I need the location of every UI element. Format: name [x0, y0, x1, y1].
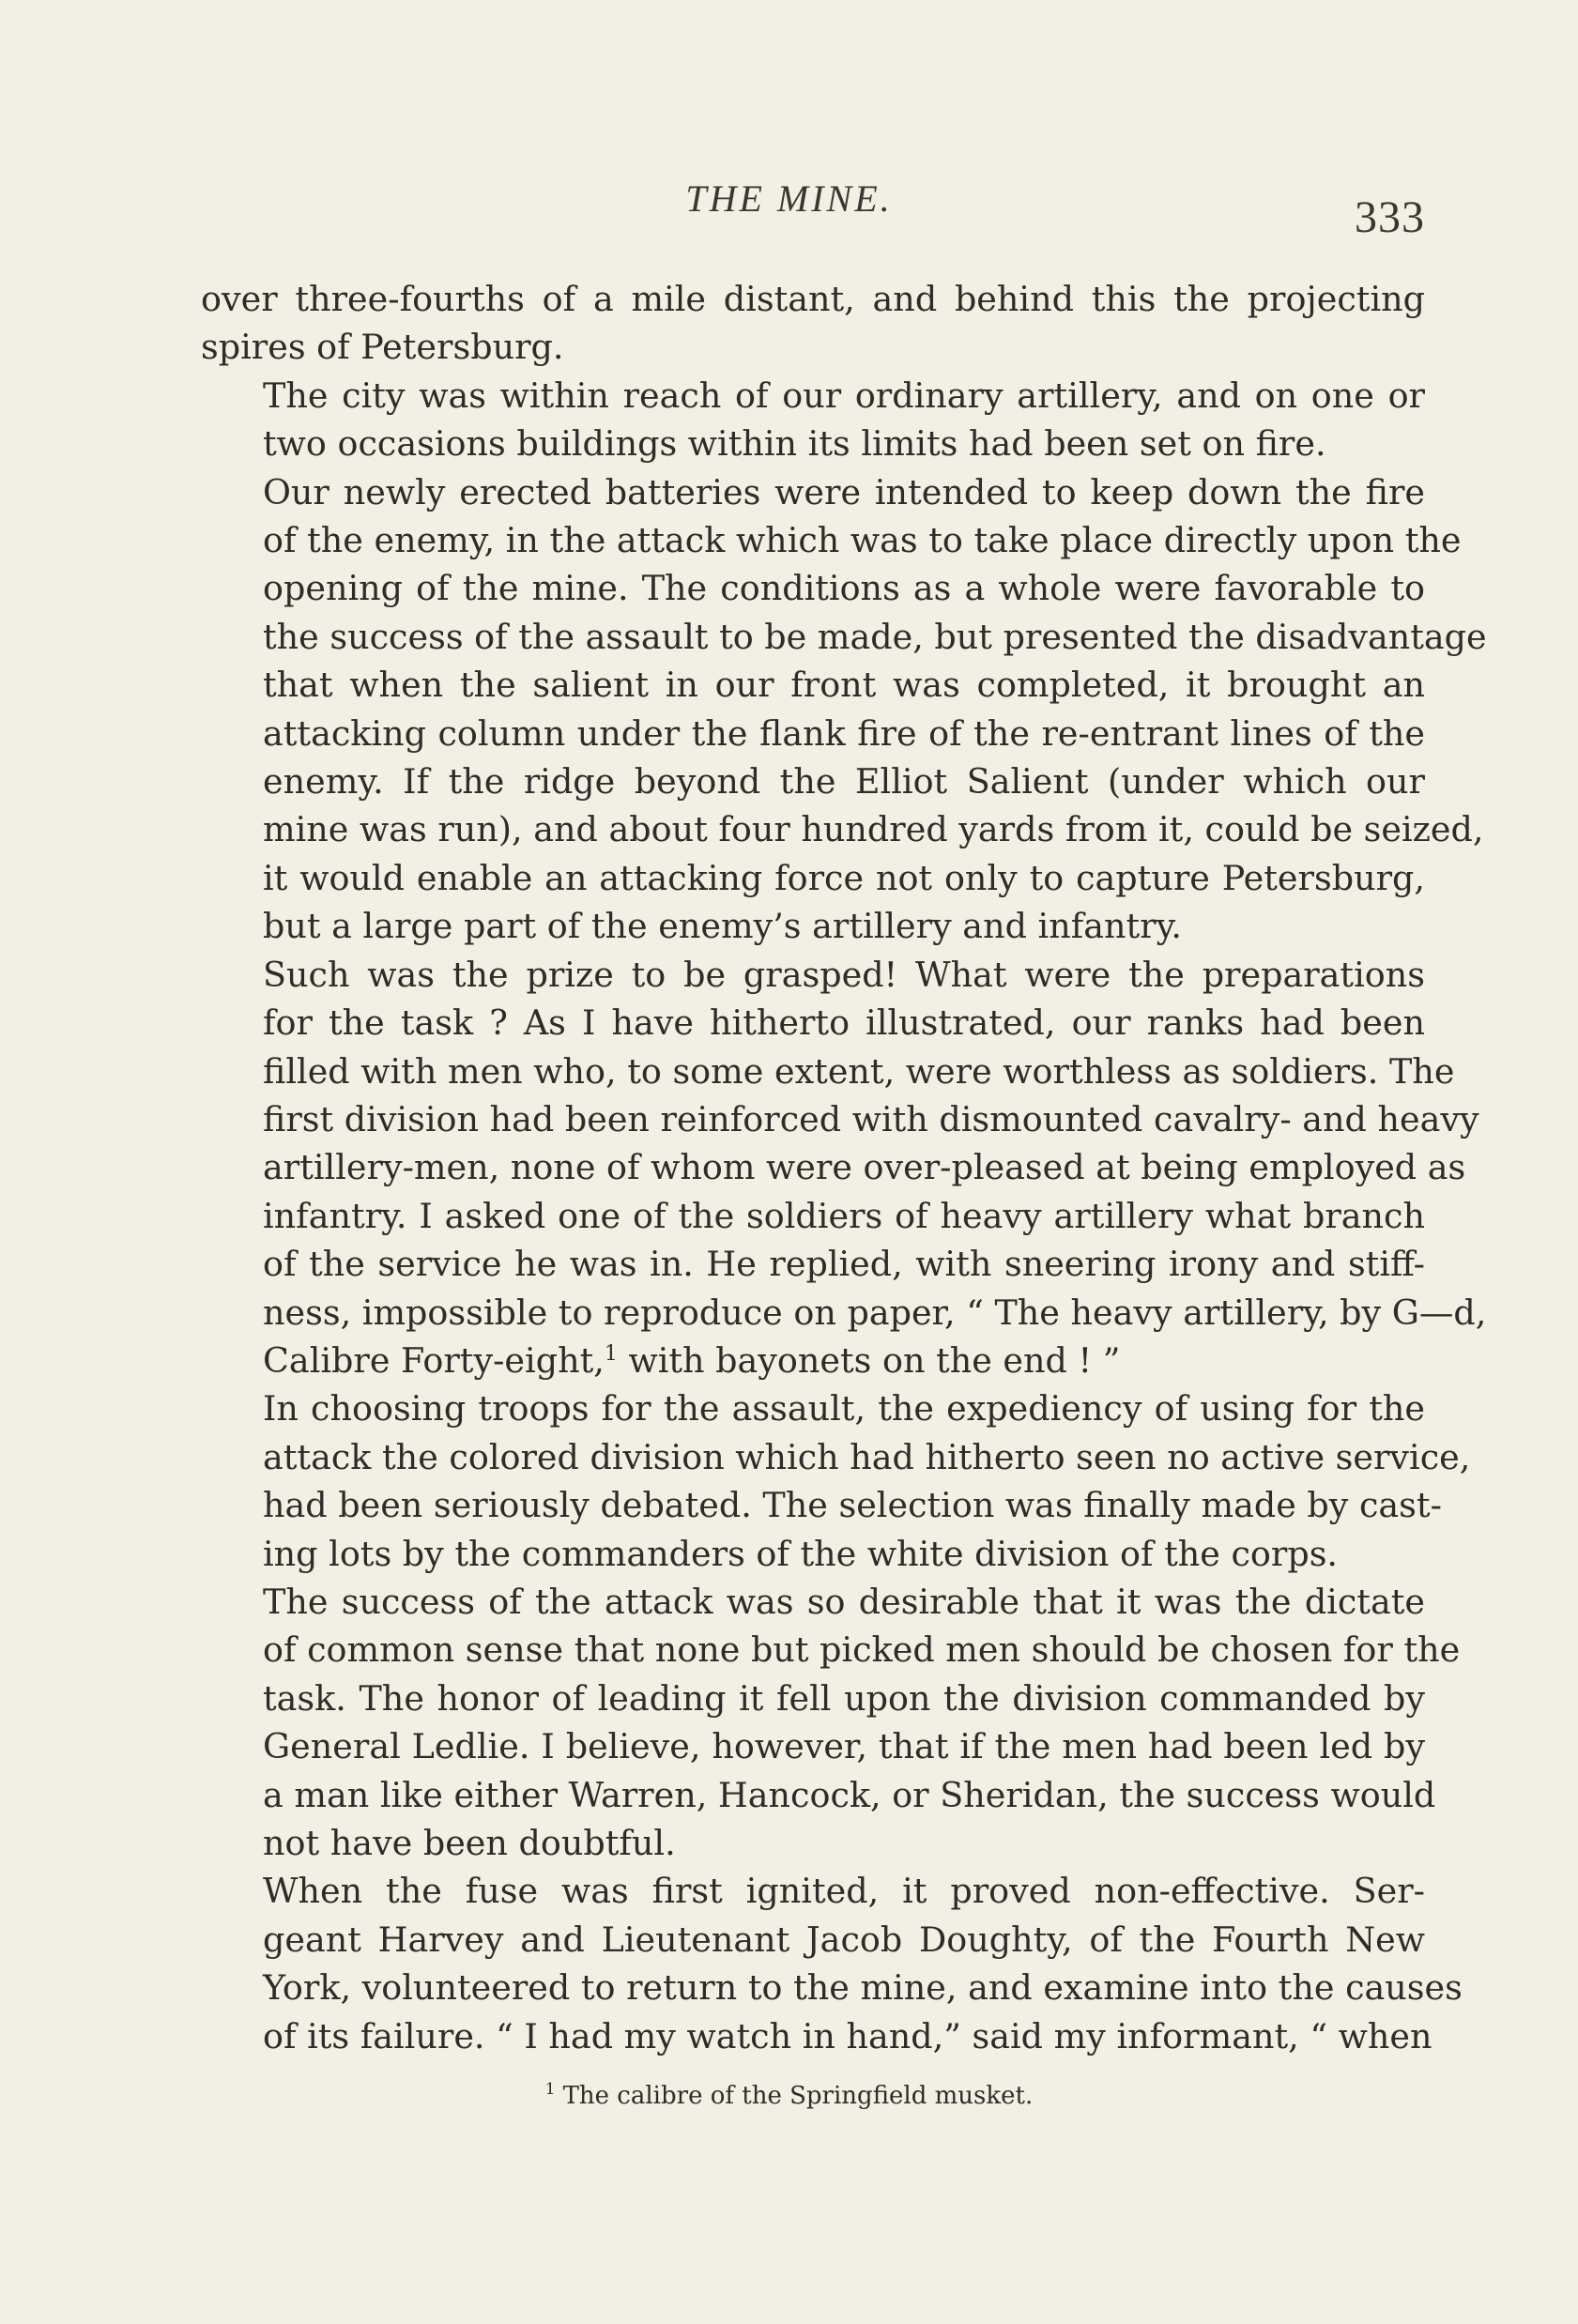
- text-line: the success of the assault to be made, but presented the disadvantage: [263, 616, 1487, 657]
- text-line: enemy. If the ridge beyond the Elliot Salient (under which our: [263, 761, 1425, 803]
- text-line: first division had been reinforced with dismounted cavalry- and heavy: [263, 1098, 1479, 1139]
- text-line: In choosing troops for the assault, the expediency of using for the: [263, 1388, 1425, 1430]
- footnoted-line-text: with bayonets on the end ! ”: [617, 1339, 1121, 1381]
- text-line: over three-fourths of a mile distant, and behind this the projecting: [201, 279, 1425, 319]
- footnote-text: The calibre of the Springfield musket.: [562, 2082, 1034, 2110]
- text-line: ness, impossible to reproduce on paper, “ The heavy artillery, by G—d,: [263, 1292, 1487, 1333]
- text-line: that when the salient in our front was completed, it brought an: [263, 665, 1425, 706]
- paragraph: [201, 275, 1425, 372]
- footnote: [0, 2082, 1578, 2110]
- text-line: of its failure. “ I had my watch in hand,” said my informant, “ when: [263, 2015, 1432, 2056]
- paragraph: [201, 1578, 1461, 1867]
- paragraph: [201, 1384, 1471, 1578]
- page-header: [0, 176, 1578, 242]
- text-line: artillery-men, none of whom were over-pleased at being employed as: [263, 1147, 1466, 1188]
- text-line: ing lots by the commanders of the white division of the corps.: [263, 1533, 1339, 1574]
- text-line: filled with men who, to some extent, were worthless as soldiers. The: [263, 1050, 1455, 1092]
- text-line: When the fuse was first ignited, it proved non-effective. Ser-: [263, 1871, 1425, 1912]
- text-line: Such was the prize to be grasped! What were the preparations: [263, 954, 1425, 995]
- footnote-mark: 1: [544, 2080, 556, 2100]
- text-line: Our newly erected batteries were intended to keep down the fire: [263, 471, 1425, 512]
- text-line: The city was within reach of our ordinary artillery, and on one or: [263, 375, 1425, 416]
- text-line: General Ledlie. I believe, however, that if the men had been led by: [263, 1726, 1425, 1767]
- text-line: of the service he was in. He replied, with sneering irony and stiff-: [263, 1244, 1425, 1285]
- text-line: for the task ? As I have hitherto illustrated, our ranks had been: [263, 1002, 1425, 1044]
- text-line: it would enable an attacking force not only to capture Petersburg,: [263, 857, 1425, 898]
- text-line: spires of Petersburg.: [201, 327, 564, 368]
- text-line: not have been doubtful.: [263, 1823, 676, 1863]
- text-line: opening of the mine. The conditions as a whole were favorable to: [263, 568, 1425, 609]
- paragraph: [201, 372, 1425, 468]
- text-line: of the enemy, in the attack which was to take place directly upon the: [263, 520, 1462, 561]
- footnoted-line: [201, 1337, 1425, 1384]
- text-line: task. The honor of leading it fell upon the division commanded by: [263, 1677, 1425, 1719]
- text-line: mine was run), and about four hundred yards from it, could be seized,: [263, 809, 1484, 850]
- paragraph: [201, 1867, 1463, 2060]
- text-line: York, volunteered to return to the mine, and examine into the causes: [263, 1967, 1463, 2009]
- footnote-reference: 1: [604, 1341, 618, 1366]
- paragraph: [201, 468, 1487, 951]
- page-number: 333: [1355, 192, 1425, 242]
- text-line: attacking column under the flank fire of the re-entrant lines of the: [263, 712, 1425, 754]
- text-line: geant Harvey and Lieutenant Jacob Doughty, of the Fourth New: [263, 1919, 1425, 1960]
- paragraph: [201, 951, 1487, 1385]
- text-line: The success of the attack was so desirable that it was the dictate: [263, 1581, 1425, 1622]
- text-line: attack the colored division which had hitherto seen no active service,: [263, 1436, 1471, 1477]
- text-line: had been seriously debated. The selection was finally made by cast-: [263, 1485, 1442, 1526]
- text-line: a man like either Warren, Hancock, or Sheridan, the success would: [263, 1774, 1436, 1815]
- text-line: but a large part of the enemy’s artillery and infantry.: [263, 906, 1182, 947]
- body-text: [201, 275, 1487, 2060]
- footnoted-line-text: Calibre Forty-eight,: [263, 1339, 605, 1381]
- text-line: two occasions buildings within its limits had been set on fire.: [263, 423, 1326, 465]
- running-head: THE MINE.: [685, 177, 893, 220]
- text-line: infantry. I asked one of the soldiers of heavy artillery what branch: [263, 1195, 1425, 1236]
- text-line: of common sense that none but picked men should be chosen for the: [263, 1629, 1461, 1671]
